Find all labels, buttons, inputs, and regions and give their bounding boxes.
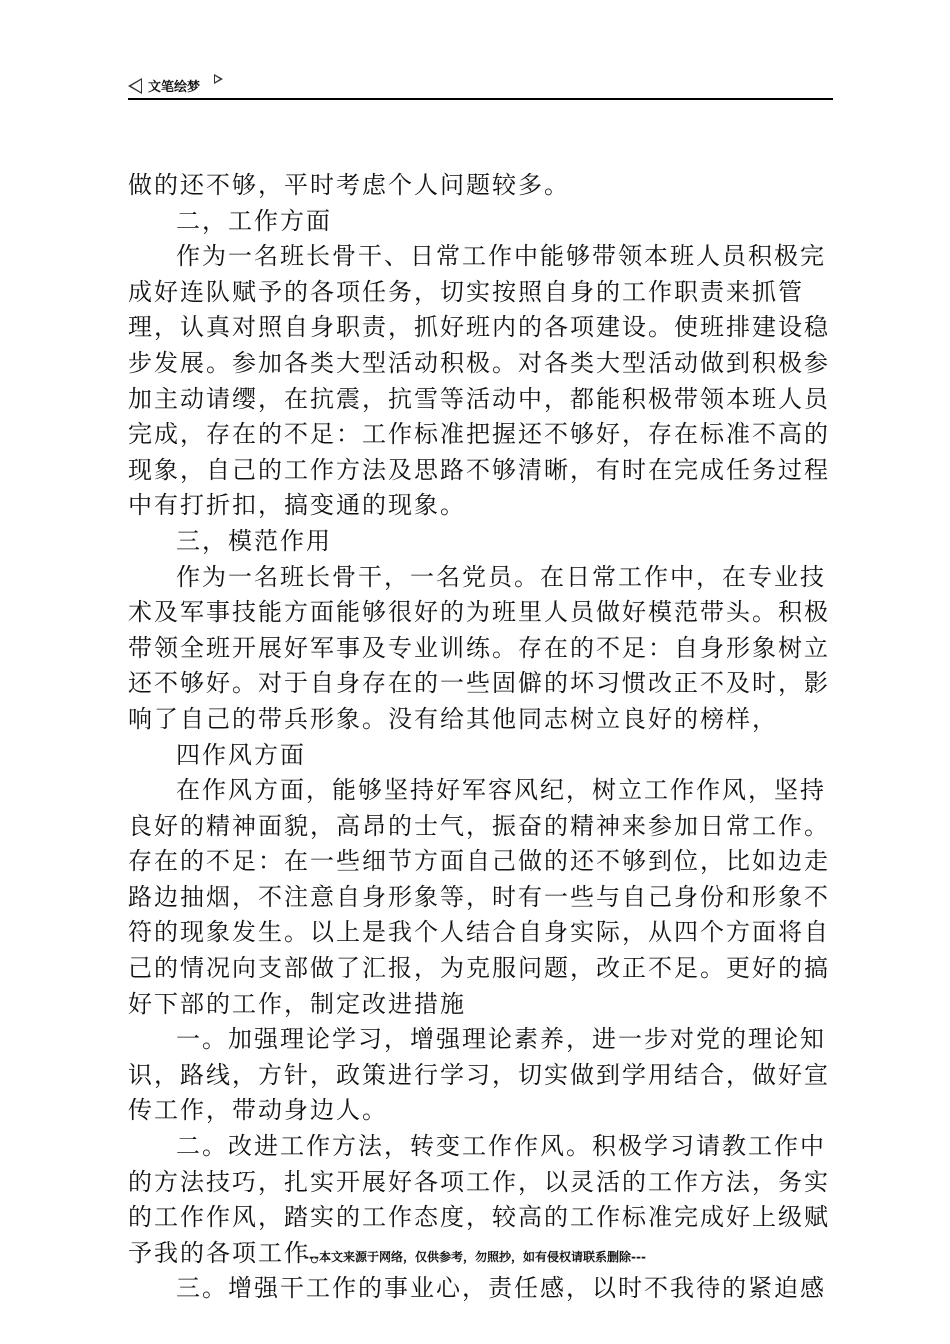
paragraph: 作为一名班长骨干，一名党员。在日常工作中，在专业技术及军事技能方面能够很好的为班里人员做好模范带头。积极带领全班开展好军事及专业训练。存在的不足：自身形象树立还不够好。对于自身存在的一些固僻的坏习惯改正不及时，影响了自己的带兵形象。没有给其他同志树立良好的榜样， [128, 562, 830, 733]
paragraph: 一。加强理论学习，增强理论素养，进一步对党的理论知识，路线，方针，政策进行学习，切实做到学用结合，做好宣传工作，带动身边人。 [128, 1025, 830, 1125]
section-heading: 四作风方面 [176, 740, 306, 769]
triangle-left-icon [128, 78, 142, 94]
paragraph: 二。改进工作方法，转变工作作风。积极学习请教工作中的方法技巧，扎实开展好各项工作，以灵活的工作方法，务实的工作作风，踏实的工作态度，较高的工作标准完成好上级赋予我的各项工作。 [128, 1132, 830, 1267]
paragraph: 三。增强干工作的事业心，责任感，以时不我待的紧迫感 [176, 1274, 826, 1303]
page-header [128, 70, 833, 100]
paragraph: 做的还不够，平时考虑个人问题较多。 [128, 171, 570, 199]
document-body [128, 168, 838, 1307]
page-footer: ---本文来源于网络，仅供参考，勿照抄，如有侵权请联系删除--- [304, 1250, 646, 1264]
paragraph: 作为一名班长骨干、日常工作中能够带领本班人员积极完成好连队赋予的各项任务，切实按照自身的工作职责来抓管理，认真对照自身职责，抓好班内的各项建设。使班排建设稳步发展。参加各类大型活动积极。对各类大型活动做到积极参加主动请缨，在抗震，抗雪等活动中，都能积极带领本班人员完成，存在的不足：工作标准把握还不够好，存在标准不高的现象，自己的工作方法及思路不够清晰，有时在完成任务过程中有打折扣，搞变通的现象。 [128, 242, 830, 520]
header-brand: 文笔绘梦 [148, 80, 201, 95]
paragraph: 在作风方面，能够坚持好军容风纪，树立工作作风，坚持良好的精神面貌，高昂的士气，振奋的精神来参加日常工作。存在的不足：在一些细节方面自己做的还不够到位，比如边走路边抽烟，不注意自身形象等，时有一些与自己身份和形象不符的现象发生。以上是我个人结合自身实际，从四个方面将自己的情况向支部做了汇报，为克服问题，改正不足。更好的搞好下部的工作，制定改进措施 [128, 776, 830, 1018]
section-heading: 三，模范作用 [176, 526, 332, 555]
triangle-right-icon [214, 74, 223, 84]
section-heading: 二，工作方面 [176, 206, 332, 235]
